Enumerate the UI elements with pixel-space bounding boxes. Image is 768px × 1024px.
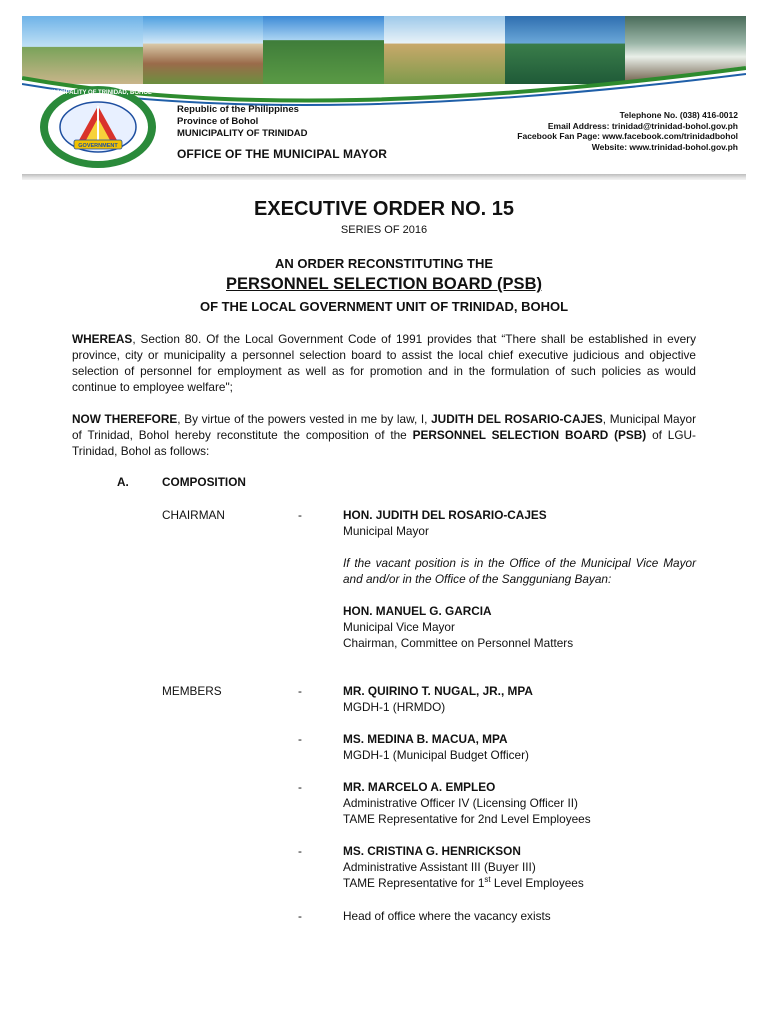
dash: - [298,909,302,923]
document-title: EXECUTIVE ORDER NO. 15 [253,198,515,220]
member-entry [343,683,696,715]
now-text-1: , By virtue of the powers vested in me by law, I, [177,412,432,426]
whereas-text: , Section 80. Of the Local Government Code of 1991 provides that “There shall be established in every province, city or municipality a personnel selection board to assist the local chief executive judicious and objective selection of personnel for employment as well as for promotion and in the formulation of such policies as would continue to employee welfare"; [72,332,696,394]
vacancy-note: If the vacant position is in the Office of the Municipal Vice Mayor and and/or in the Office of the Sangguniang Bayan: [343,556,696,586]
member-position: MGDH-1 (HRMDO) [343,700,446,714]
telephone-line: Telephone No. (038) 416-0012 [619,110,738,120]
member-position: Administrative Officer IV (Licensing Officer II) [343,796,578,810]
order-line: AN ORDER RECONSTITUTING THE [274,256,494,271]
document-series: SERIES OF 2016 [340,224,428,236]
municipality-line: MUNICIPALITY OF TRINIDAD [177,128,308,139]
dash: - [298,684,302,698]
facebook-line[interactable]: Facebook Fan Page: www.facebook.com/trinidadbohol [517,131,738,141]
website-line[interactable]: Website: www.trinidad-bohol.gov.ph [591,141,738,152]
now-text-2: , Municipal Mayor of Trinidad, Bohol hereby reconstitute the composition of the [72,412,697,442]
chairman-name: HON. JUDITH DEL ROSARIO-CAJES [343,508,547,522]
member-position: MGDH-1 (Municipal Budget Officer) [343,748,529,762]
section-letter: A. [117,475,129,489]
lgu-line: OF THE LOCAL GOVERNMENT UNIT OF TRINIDAD, BOHOL [199,299,569,314]
alt-chairman-name: HON. MANUEL G. GARCIA [343,604,492,618]
svg-text:MUNICIPALITY OF TRINIDAD, BOHO: MUNICIPALITY OF TRINIDAD, BOHOL [44,90,152,96]
chairman-title: Municipal Mayor [343,524,429,538]
svg-text:GOVERNMENT: GOVERNMENT [78,143,118,149]
members-label: MEMBERS [162,684,222,698]
member-entry [343,731,696,763]
now-text-3: of LGU-Trinidad, Bohol as follows: [72,428,696,458]
municipal-seal-logo [38,84,158,170]
alt-chairman-title-2: Chairman, Committee on Personnel Matters [343,636,574,650]
now-therefore-paragraph [72,411,696,459]
email-line[interactable]: Email Address: trinidad@trinidad-bohol.gov.ph [547,120,738,131]
header-divider [22,174,746,180]
member-name: MS. CRISTINA G. HENRICKSON [343,844,521,858]
representation-text: TAME Representative for 1 [343,876,485,890]
now-board-name: PERSONNEL SELECTION BOARD (PSB) [412,428,647,442]
member-entry [343,843,696,891]
whereas-lead: WHEREAS [72,332,133,346]
member-name: MS. MEDINA B. MACUA, MPA [343,732,508,746]
member-entry [343,779,696,827]
chairman-label: CHAIRMAN [162,508,225,522]
last-member-entry: Head of office where the vacancy exists [343,909,551,923]
dash: - [298,732,302,746]
mayor-name: JUDITH DEL ROSARIO-CAJES [431,412,603,426]
whereas-paragraph [72,331,696,395]
member-representation: TAME Representative for 2nd Level Employees [343,812,591,826]
dash: - [298,844,302,858]
dash: - [298,780,302,794]
now-therefore-lead: NOW THEREFORE [72,412,178,426]
republic-line: Republic of the Philippines [177,104,299,115]
office-line: OFFICE OF THE MUNICIPAL MAYOR [177,147,388,161]
section-title: COMPOSITION [162,475,246,489]
chairman-entry [343,507,696,651]
header-address-block [177,104,387,160]
member-name: MR. MARCELO A. EMPLEO [343,780,496,794]
representation-text-end: Level Employees [490,876,584,890]
ordinal-suffix: st [484,875,491,885]
province-line: Province of Bohol [177,116,259,127]
alt-chairman-title-1: Municipal Vice Mayor [343,620,455,634]
board-name-heading: PERSONNEL SELECTION BOARD (PSB) [226,275,542,293]
member-representation [343,875,696,891]
header-contact-block [517,110,738,152]
dash: - [298,508,302,522]
member-position: Administrative Assistant III (Buyer III) [343,860,536,874]
member-name: MR. QUIRINO T. NUGAL, JR., MPA [343,684,533,698]
